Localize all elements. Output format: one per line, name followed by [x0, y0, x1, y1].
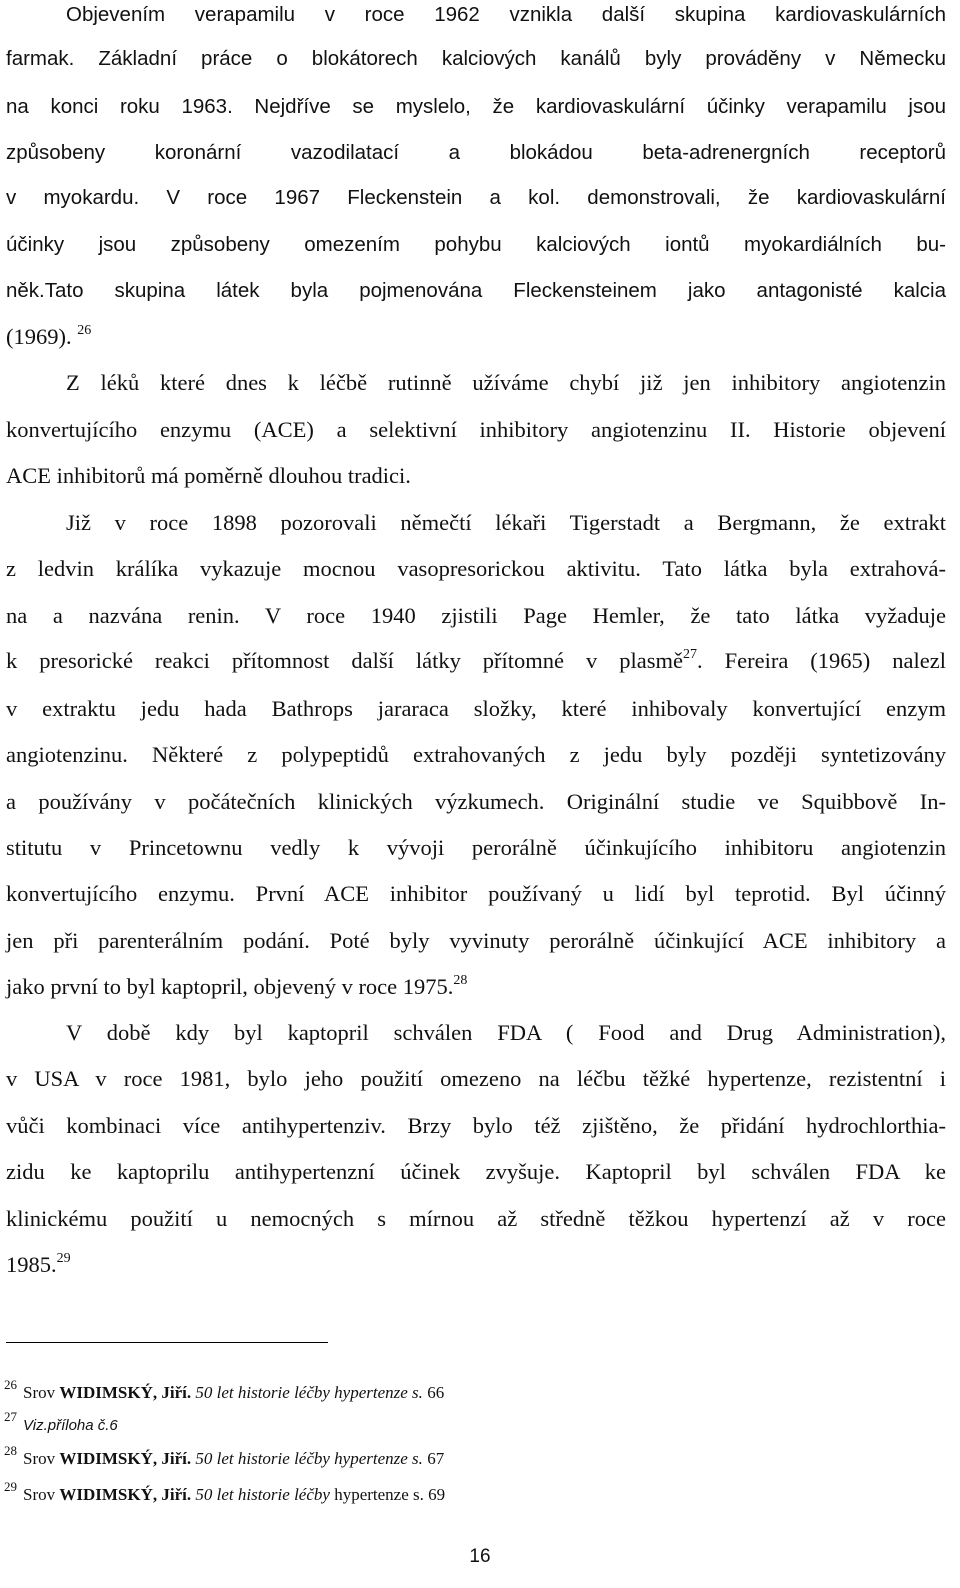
- paragraph-line: vůči kombinaci více antihypertenziv. Brzy bylo též zjištěno, že přidání hydrochlorthia-: [6, 1113, 946, 1138]
- paragraph-line: na a nazvána renin. V roce 1940 zjistili Page Hemler, že tato látka vyžaduje: [6, 603, 946, 628]
- footnote-title: 50 let historie léčby hypertenze s.: [195, 1449, 423, 1468]
- footnote-separator: [6, 1342, 328, 1343]
- footnote-author: WIDIMSKÝ, Jiří.: [59, 1449, 192, 1468]
- paragraph-line: farmak. Základní práce o blokátorech kalciových kanálů byly prováděny v Německu: [6, 47, 946, 70]
- footnote-number: 26: [4, 1377, 17, 1393]
- footnote: [4, 1479, 446, 1506]
- paragraph-line: z ledvin králíka vykazuje mocnou vasopresorickou aktivitu. Tato látka byla extrahová-: [6, 556, 946, 581]
- footnote-ref: 27: [683, 646, 697, 662]
- paragraph-line: angiotenzinu. Některé z polypeptidů extrahovaných z jedu byly později syntetizovány: [6, 742, 946, 767]
- footnote: [4, 1443, 445, 1470]
- paragraph-line: konvertujícího enzymu (ACE) a selektivní inhibitory angiotenzinu II. Historie objevení: [6, 417, 946, 442]
- footnote-title: 50 let historie léčby hypertenze s.: [195, 1383, 423, 1402]
- paragraph-line: Již v roce 1898 pozorovali němečtí lékaři Tigerstadt a Bergmann, že extrakt: [66, 510, 946, 535]
- footnote-author: WIDIMSKÝ, Jiří.: [59, 1383, 192, 1402]
- footnote-page: 66: [427, 1383, 445, 1402]
- paragraph-line: [6, 322, 946, 352]
- footnote-ref: 29: [56, 1250, 71, 1266]
- paragraph-line: Z léků které dnes k léčbě rutinně užíváme chybí již jen inhibitory angiotenzin: [66, 370, 946, 395]
- paragraph-line: zidu ke kaptoprilu antihypertenzní účinek zvyšuje. Kaptopril byl schválen FDA ke: [6, 1159, 946, 1184]
- footnote-page: 67: [427, 1449, 445, 1468]
- footnote-ref: 28: [453, 972, 468, 988]
- footnote-title: 50 let historie léčby: [195, 1485, 330, 1504]
- line-text: 1985.: [6, 1252, 57, 1277]
- paragraph-line: v myokardu. V roce 1967 Fleckenstein a kol. demonstrovali, že kardiovaskulární: [6, 186, 946, 209]
- paragraph-line: a používány v počátečních klinických výzkumech. Originální studie ve Squibbově In-: [6, 789, 946, 814]
- footnote-prefix: Srov: [23, 1485, 56, 1504]
- line-text: . Fereira (1965) nalezl: [697, 648, 946, 673]
- footnote-prefix: Srov: [23, 1449, 56, 1468]
- footnote-number: 28: [4, 1443, 17, 1459]
- paragraph-line: [6, 646, 946, 676]
- paragraph-line: v extraktu jedu hada Bathrops jararaca složky, které inhibovaly konvertující enzym: [6, 696, 946, 721]
- paragraph-line: způsobeny koronární vazodilatací a blokádou beta-adrenergních receptorů: [6, 141, 946, 164]
- paragraph-line: ACE inhibitorů má poměrně dlouhou tradici.: [6, 463, 411, 488]
- paragraph-line: účinky jsou způsobeny omezením pohybu kalciových iontů myokardiálních bu-: [6, 233, 946, 256]
- paragraph-line: V době kdy byl kaptopril schválen FDA ( Food and Drug Administration),: [66, 1020, 946, 1045]
- footnote-prefix: Srov: [23, 1383, 56, 1402]
- paragraph-line: na konci roku 1963. Nejdříve se myslelo, že kardiovaskulární účinky verapamilu jsou: [6, 95, 946, 118]
- paragraph-line: něk.Tato skupina látek byla pojmenována Fleckensteinem jako antagonisté kalcia: [6, 279, 946, 302]
- paragraph-line: [6, 972, 946, 1002]
- paragraph-line: jen při parenterálním podání. Poté byly vyvinuty perorálně účinkující ACE inhibitory a: [6, 928, 946, 953]
- footnote-author: WIDIMSKÝ, Jiří.: [59, 1485, 192, 1504]
- line-text: k presorické reakci přítomnost další látky přítomné v plasmě: [6, 648, 683, 673]
- paragraph-line: stitutu v Princetownu vedly k vývoji perorálně účinkujícího inhibitoru angiotenzin: [6, 835, 946, 860]
- footnote: [4, 1377, 445, 1404]
- footnote-number: 27: [4, 1409, 17, 1425]
- footnote-ref: 26: [77, 322, 92, 338]
- paragraph-line: v USA v roce 1981, bylo jeho použití omezeno na léčbu těžké hypertenze, rezistentní i: [6, 1066, 946, 1091]
- paragraph-line: konvertujícího enzymu. První ACE inhibitor používaný u lidí byl teprotid. Byl účinný: [6, 881, 946, 906]
- footnote-number: 29: [4, 1479, 17, 1495]
- paragraph-line: klinickému použití u nemocných s mírnou až středně těžkou hypertenzí až v roce: [6, 1206, 946, 1231]
- footnote-text: Viz.příloha č.6: [23, 1417, 118, 1434]
- paragraph-line: [6, 1250, 946, 1280]
- footnote-rest: hypertenze s. 69: [334, 1485, 446, 1504]
- page-number: 16: [469, 1546, 491, 1567]
- paragraph-line: Objevením verapamilu v roce 1962 vznikla další skupina kardiovaskulárních: [66, 3, 946, 26]
- footnote: [4, 1409, 118, 1437]
- line-text: jako první to byl kaptopril, objevený v roce 1975.: [6, 974, 454, 999]
- line-text: (1969).: [6, 324, 72, 349]
